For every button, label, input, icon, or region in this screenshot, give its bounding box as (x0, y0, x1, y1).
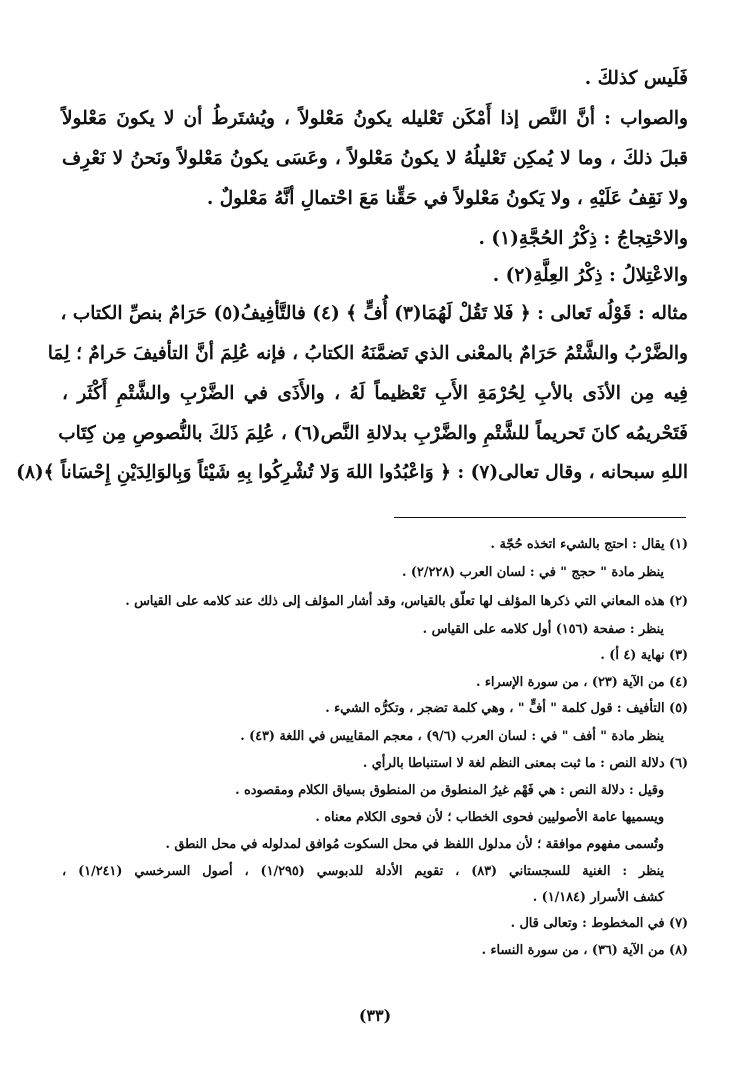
footnote-line: وقيل : دلالة النص : هي فَهْم غيرُ المنطوق من المنطوق بسياق الكلام ومقصوده . (235, 783, 664, 798)
body-line-2: والصواب : أنَّ النَّص إذا أَمْكَن تَعْليله يكونُ مَعْلولاً ، ويُشتَرطُ أن لا يكونَ مَعْلولاً (62, 108, 688, 129)
footnote-line: ينظر مادة " أفف " في : لسان العرب (٩/٦) ، معجم المقاييس في اللغة (٤٣) . (240, 729, 664, 744)
footnote-line: (٤) من الآية (٢٣) ، من سورة الإسراء . (476, 675, 688, 690)
body-line-4: ولا نَقِفُ عَلَيْهِ ، ولا يَكونُ مَعْلولاً في حَقِّنا مَعَ احْتمالِ أنَّهُ مَعْلولٌ . (206, 188, 688, 209)
body-line-9: فِيه مِن الأذَى بالأبِ لِحُرْمَةِ الأَبِ تَعْظيماً لَهُ ، والأَذَى في الضَّرْبِ والشَّتْمِ أَكْثَر ، (62, 383, 688, 404)
footnote-line: (٧) في المخطوط : وتعالى قال . (510, 916, 688, 931)
footnote-line: (٨) من الآية (٣٦) ، من سورة النساء . (481, 943, 688, 958)
body-line-5: والاحْتِجاجُ : ذِكْرُ الحُجَّةِ(١) . (478, 228, 688, 249)
body-line-6: والاعْتِلالُ : ذِكْرُ العِلَّةِ(٢) . (492, 265, 688, 286)
footnote-line: كشف الأسرار (١/١٨٤) . (532, 890, 664, 905)
footnote-line: (١) يقال : احتج بالشيء اتخذه حُجّة . (490, 537, 688, 552)
body-line-1: فَلَيس كذلكَ . (584, 68, 688, 89)
footnote-line: وتُسمى مفهوم موافقة ؛ لأن مدلول اللفظ في محل السكوت مُوافق لمدلوله في محل النطق . (165, 837, 664, 852)
footnote-line: ينظر : الغنية للسجستاني (٨٣) ، تقويم الأدلة للدبوسي (١/٢٩٥) ، أصول السرخسي (١/٢٤١) ، (62, 864, 664, 879)
footnote-line: (٣) نهاية (٤ أ) . (600, 648, 688, 663)
footnote-line: (٢) هذه المعاني التي ذكرها المؤلف لها تعلّق بالقياس، وقد أشار المؤلف إلى ذلك عند كلامه على القياس . (125, 594, 688, 609)
body-line-7: مثاله : قَوْلُه تَعالى : ﴿ فَلا تَقُلْ لَهُمَا(٣) أُفٍّ ﴾ (٤) فالتَّأفِيفُ(٥) حَرَامٌ بنصِّ الكتاب ، (60, 303, 688, 324)
body-line-8: والضَّرْبُ والشَّتْمُ حَرَامٌ بالمعْنى الذي تَضمَّنَهُ الكتابُ ، فإنه عُلِمَ أنَّ التأفيفَ حَرامٌ ؛ لِمَا (47, 343, 688, 364)
page-number: (٣٣) (358, 1006, 392, 1025)
footnote-separator (394, 517, 686, 518)
footnote-line: ويسميها عامة الأصوليين فحوى الخطاب ؛ لأن فحوى الكلام معناه . (315, 810, 664, 825)
body-line-11: اللهِ سبحانه ، وقال تعالى(٧) : ﴿ وَاعْبُدُوا اللهَ وَلا تُشْرِكُوا بِهِ شَيْئاً وَبِالوَالِدَيْنِ إِحْسَاناً ﴾(٨) (16, 462, 688, 483)
body-line-3: قبلَ ذلكَ ، وما لا يُمكِن تَعْليلُهُ لا يكونُ مَعْلولاً ، وعَسَى يكونُ مَعْلولاً ونَحنُ لا نَعْرِف (62, 148, 688, 169)
body-line-10: فَتَحْريمُه كانَ تَحريماً للشَّتْمِ والضَّرْبِ بدلالةِ النَّص(٦) ، عُلِمَ ذَلكَ بالنُّصوصِ مِن كِتَاب (58, 423, 688, 444)
footnote-line: ينظر : صفحة (١٥٦) أول كلامه على القياس . (422, 622, 664, 637)
footnote-line: (٦) دلالة النص : ما ثبت بمعنى النظم لغة لا استنباطا بالرأي . (362, 756, 688, 771)
footnote-line: (٥) التأفيف : قول كلمة " أفٍّ " ، وهي كلمة تضجر ، وتكرُّه الشيء . (325, 701, 688, 716)
footnote-line: ينظر مادة " حجج " في : لسان العرب (٢/٢٢٨) . (401, 565, 664, 580)
